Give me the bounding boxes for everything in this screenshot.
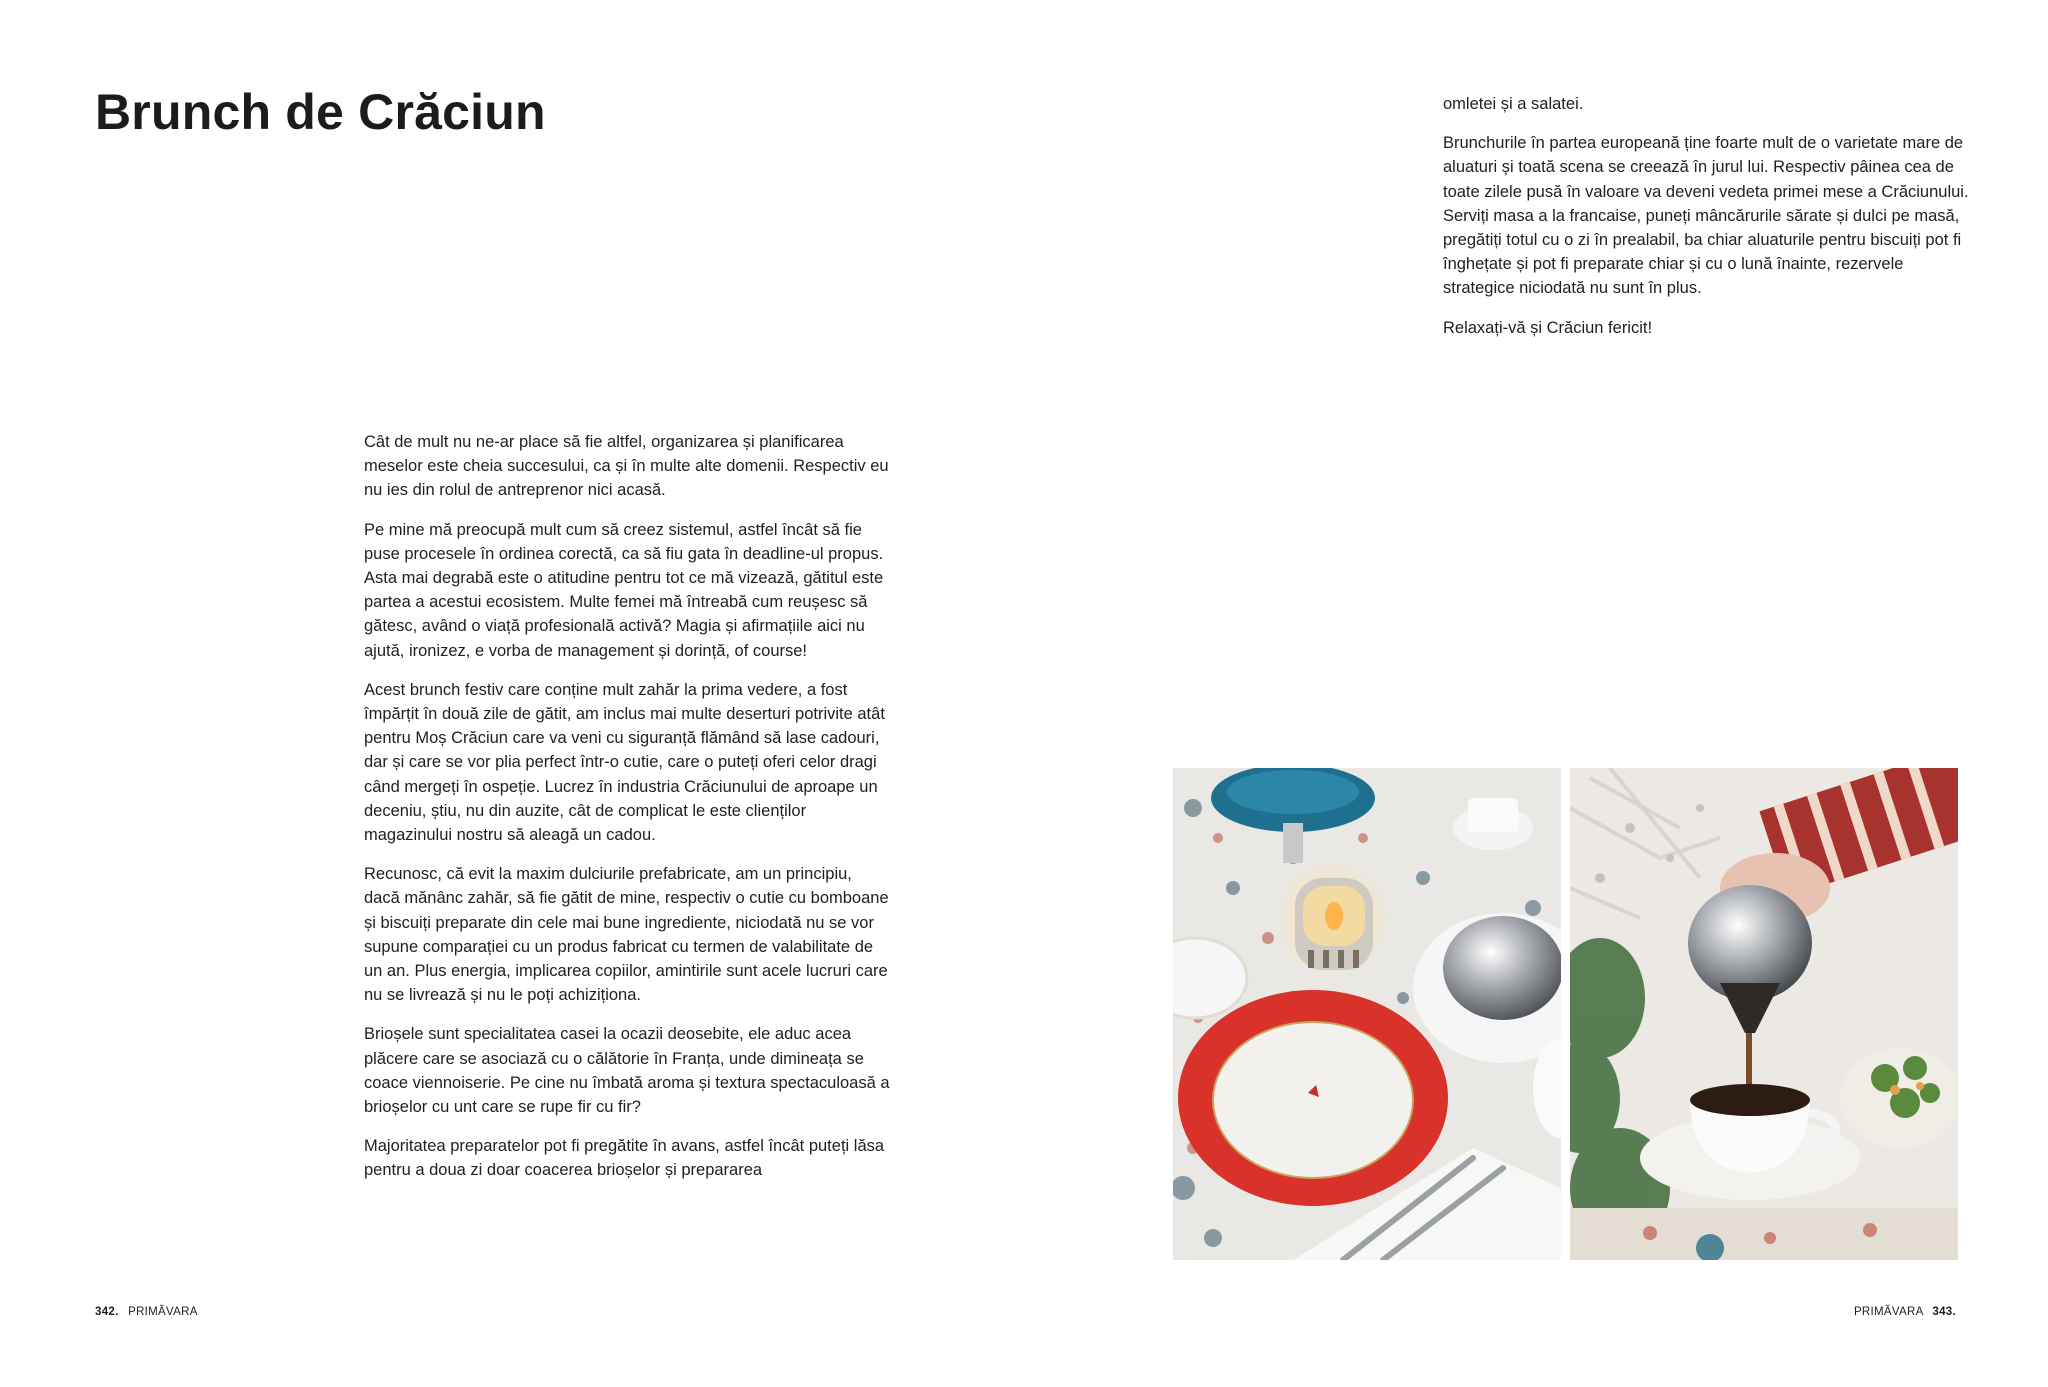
paragraph: omletei și a salatei.	[1443, 95, 1584, 113]
paragraph: Brioșele sunt specialitatea casei la ocazii deosebite, ele aduc acea plăcere care se asociază cu o călătorie în Franța, unde dimineața se coace viennoiserie. Pe cine nu îmbată aroma și textura spectaculoasă a brioșelor cu unt care se rupe fir cu fir?	[364, 1025, 890, 1117]
right-section-label: PRIMĂVARA	[1853, 1306, 1923, 1318]
paragraph: Majoritatea preparatelor pot fi pregătite în avans, astfel încât puteți lăsa pentru a doua zi doar coacerea brioșelor și prepararea	[364, 1137, 885, 1180]
right-folio	[1854, 1306, 1956, 1318]
left-text-column	[364, 430, 892, 1198]
left-section-label: PRIMĂVARA	[128, 1306, 198, 1318]
left-page-number: 342.	[95, 1306, 119, 1318]
right-text-column	[1443, 92, 1973, 355]
paragraph: Recunosc, că evit la maxim dulciurile prefabricate, am un principiu, dacă mănânc zahăr, să fie gătit de mine, respectiv o cutie cu bomboane și biscuiți preparate din cele mai bune ingrediente, niciodată nu se vor supune comparației cu un produs fabricat cu termen de valabilitate de un an. Plus energia, implicarea copiilor, amintirile sunt acele lucruri care nu se livrează și nu le poți achiziționa.	[364, 865, 889, 1005]
coffee-pouring-photo	[1570, 768, 1958, 1260]
paragraph: Relaxați-vă și Crăciun fericit!	[1443, 318, 1653, 337]
paragraph: Acest brunch festiv care conține mult zahăr la prima vedere, a fost împărțit în două zile de gătit, am inclus mai multe deserturi potrivite atât pentru Moș Crăciun care va veni cu siguranță flămând să lase cadouri, dar și care se vor plia perfect într-o cutie, care o puteți oferi celor dragi când mergeți în ospeție. Lucrez în industria Crăciunului de aproape un deceniu, știu, nu din auzite, cât de complicat le este clienților magazinului nostru să aleagă un cadou.	[364, 680, 885, 845]
article-title: Brunch de Crăciun	[95, 84, 546, 140]
table-setting-photo	[1173, 768, 1561, 1260]
left-folio	[95, 1306, 198, 1318]
paragraph: Pe mine mă preocupă mult cum să creez sistemul, astfel încât să fie puse procesele în ordinea corectă, ca să fiu gata în deadline-ul propus. Asta mai degrabă este o atitudine pentru tot ce mă vizează, gătitul este partea a acestui ecosistem. Multe femei mă întreabă cum reușesc să gătesc, având o viață profesională activă? Magia și afirmațiile aici nu ajută, ironizez, e vorba de management și dorință, of course!	[364, 520, 884, 660]
paragraph: Cât de mult nu ne-ar place să fie altfel, organizarea și planificarea meselor este cheia succesului, ca și în multe alte domenii. Respectiv eu nu ies din rolul de antreprenor nici acasă.	[364, 433, 889, 500]
right-page-number: 343.	[1932, 1306, 1956, 1318]
paragraph: Brunchurile în partea europeană ține foarte mult de o varietate mare de aluaturi și toată scena se creează în jurul lui. Respectiv pâinea cea de toate zilele pusă în valoare va deveni vedeta primei mese a Crăciunului. Serviți masa a la francaise, puneți mâncărurile sărate și dulci pe masă, pregătiți totul cu o zi în prealabil, ba chiar aluaturile pentru biscuiți pot fi înghețate și pot fi preparate chiar și cu o lună înainte, rezervele strategice niciodată nu sunt în plus.	[1443, 134, 1969, 298]
